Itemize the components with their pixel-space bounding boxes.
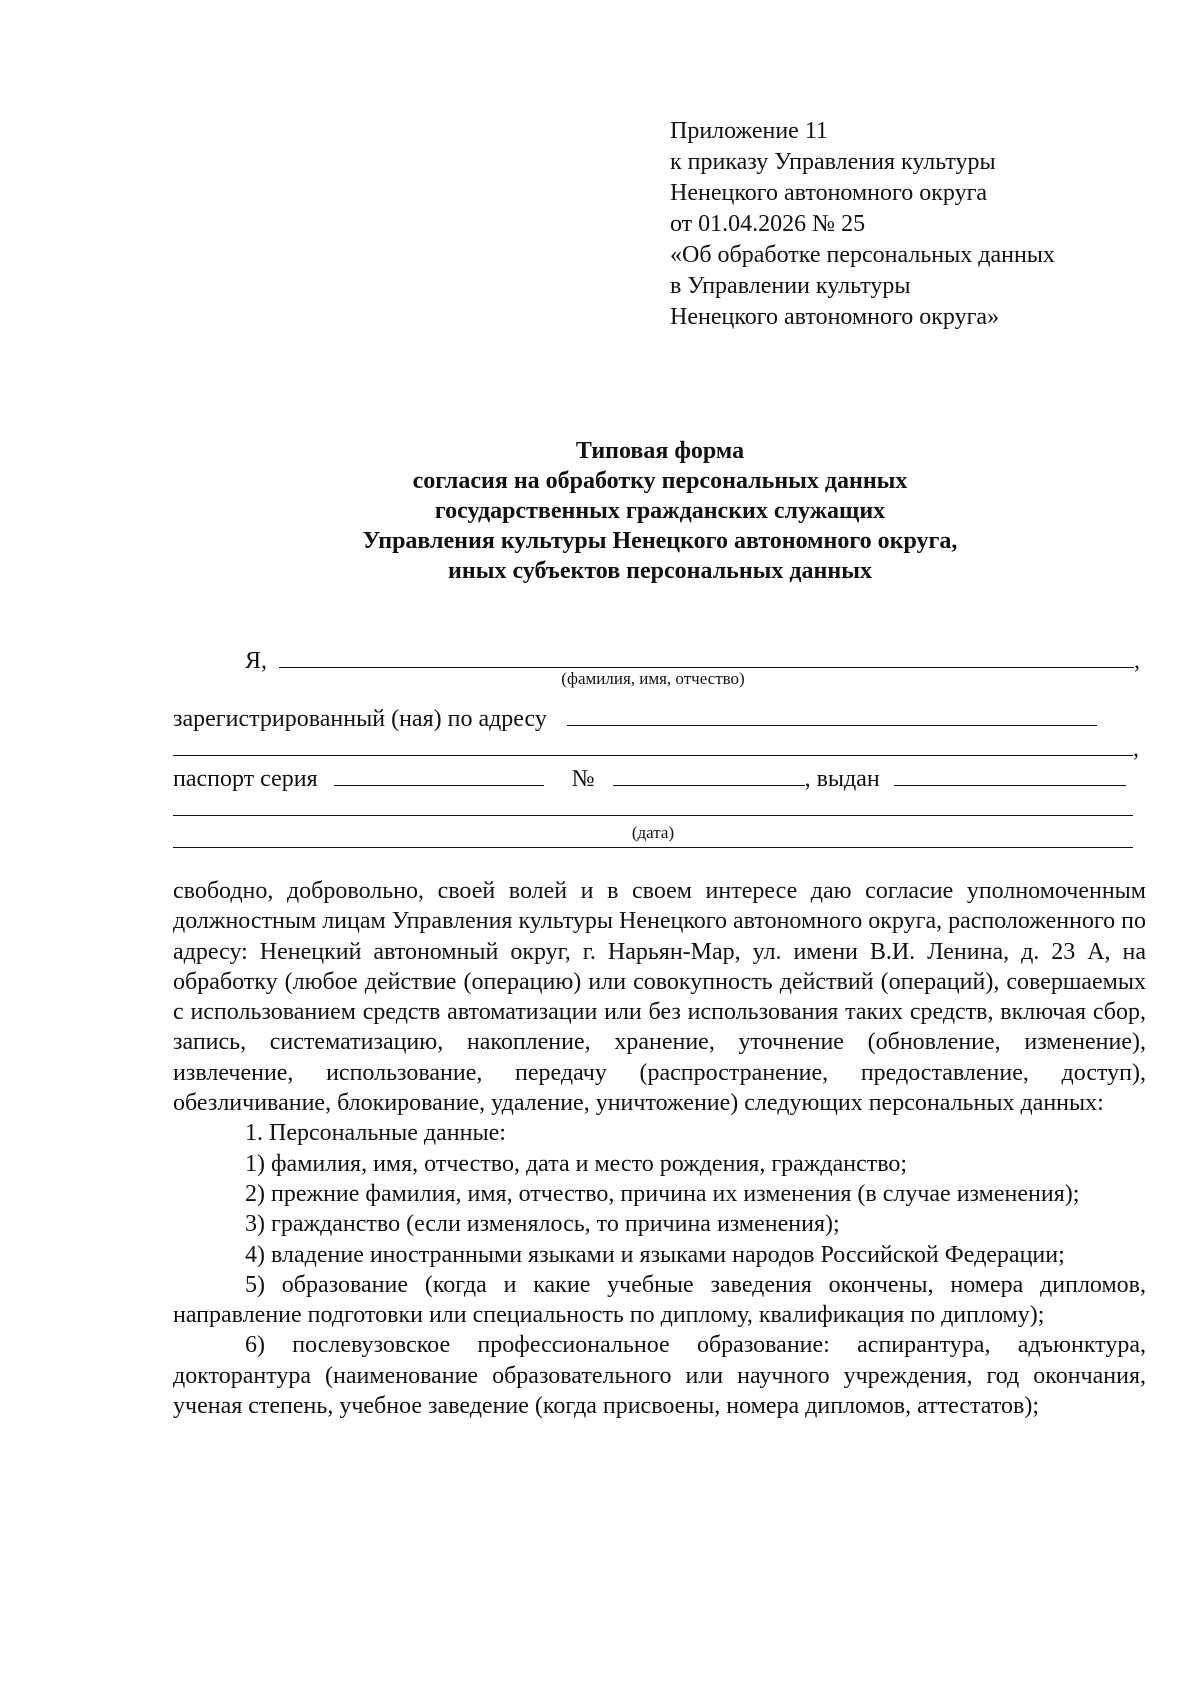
fio-comma: , — [1134, 648, 1141, 674]
list-item-5: 5) образование (когда и какие учебные заведения окончены, номера дипломов, направление подготовки или специальность по диплому, квалификация по диплому); — [173, 1271, 1146, 1329]
list-item-1: 1) фамилия, имя, отчество, дата и место рождения, гражданство; — [245, 1150, 908, 1177]
issued-row-2 — [173, 793, 1133, 817]
fio-caption: (фамилия, имя, отчество) — [561, 669, 745, 688]
list-item-3: 3) гражданство (если изменялось, то причина изменения); — [245, 1211, 840, 1238]
issued-label: , выдан — [804, 766, 880, 792]
passport-series-label: паспорт серия — [173, 766, 318, 792]
section-1-heading: 1. Персональные данные: — [245, 1120, 506, 1147]
fio-field[interactable] — [279, 645, 1134, 668]
list-item-6: 6) послевузовское профессиональное образование: аспирантура, адъюнктура, докторантура (наименование образовательного или научного учреждения, год окончания, ученая степень, учебное заведение (когда присвоены, номера дипломов, аттестатов); — [173, 1332, 1146, 1420]
title-line-1: Типовая форма — [575, 438, 745, 464]
body-text — [173, 876, 1146, 1421]
date-caption: (дата) — [631, 823, 675, 842]
appendix-line-1: Приложение 11 — [670, 118, 828, 144]
issued-by-field[interactable] — [894, 763, 1126, 786]
appendix-line-3: Ненецкого автономного округа — [670, 180, 988, 206]
address-row-2 — [173, 733, 1139, 763]
passport-series-field[interactable] — [334, 763, 544, 786]
list-item-4: 4) владение иностранными языками и языками народов Российской Федерации; — [245, 1241, 1065, 1268]
passport-row — [173, 763, 1133, 793]
address-row — [173, 703, 1133, 733]
title-line-5: иных субъектов персональных данных — [448, 558, 872, 584]
date-row — [173, 847, 1133, 859]
appendix-line-5: «Об обработке персональных данных — [670, 242, 1055, 268]
title-line-2: согласия на обработку персональных данных — [412, 468, 908, 494]
ya-label: Я, — [245, 648, 268, 674]
appendix-line-6: в Управлении культуры — [670, 273, 911, 299]
appendix-line-7: Ненецкого автономного округа» — [670, 304, 1000, 330]
title-line-4: Управления культуры Ненецкого автономного округа, — [362, 528, 958, 554]
issued-by-field-2[interactable] — [173, 793, 1133, 816]
list-item-2: 2) прежние фамилия, имя, отчество, причина их изменения (в случае изменения); — [245, 1180, 1080, 1207]
address-field-2[interactable] — [173, 733, 1133, 756]
consent-paragraph: свободно, добровольно, своей волей и в своем интересе даю согласие уполномоченным должностным лицам Управления культуры Ненецкого автономного округа, расположенного по адресу: Ненецкий автономный округ, г. Нарьян-Мар, ул. имени В.И. Ленина, д. 23 А, на обработку (любое действие (операцию) или совокупность действий (операций), совершаемых с использованием средств автоматизации или без использования таких средств, включая сбор, запись, систематизацию, накопление, хранение, уточнение (обновление, изменение), извлечение, использование, передачу (распространение, предоставление, доступ), обезличивание, блокирование, удаление, уничтожение) следующих персональных данных: — [173, 878, 1146, 1117]
address-field[interactable] — [567, 703, 1097, 726]
appendix-header — [670, 116, 1140, 333]
appendix-line-2: к приказу Управления культуры — [670, 149, 996, 175]
appendix-line-4: от 01.04.2026 № 25 — [670, 211, 866, 237]
address-comma: , — [1133, 736, 1139, 762]
title-line-3: государственных гражданских служащих — [434, 498, 886, 524]
passport-number-field[interactable] — [613, 763, 805, 786]
form-fields — [173, 645, 1141, 859]
number-sign: № — [571, 766, 595, 792]
date-field[interactable] — [173, 847, 1133, 848]
document-title — [160, 436, 1160, 586]
registered-label: зарегистрированный (ная) по адресу — [173, 706, 547, 732]
